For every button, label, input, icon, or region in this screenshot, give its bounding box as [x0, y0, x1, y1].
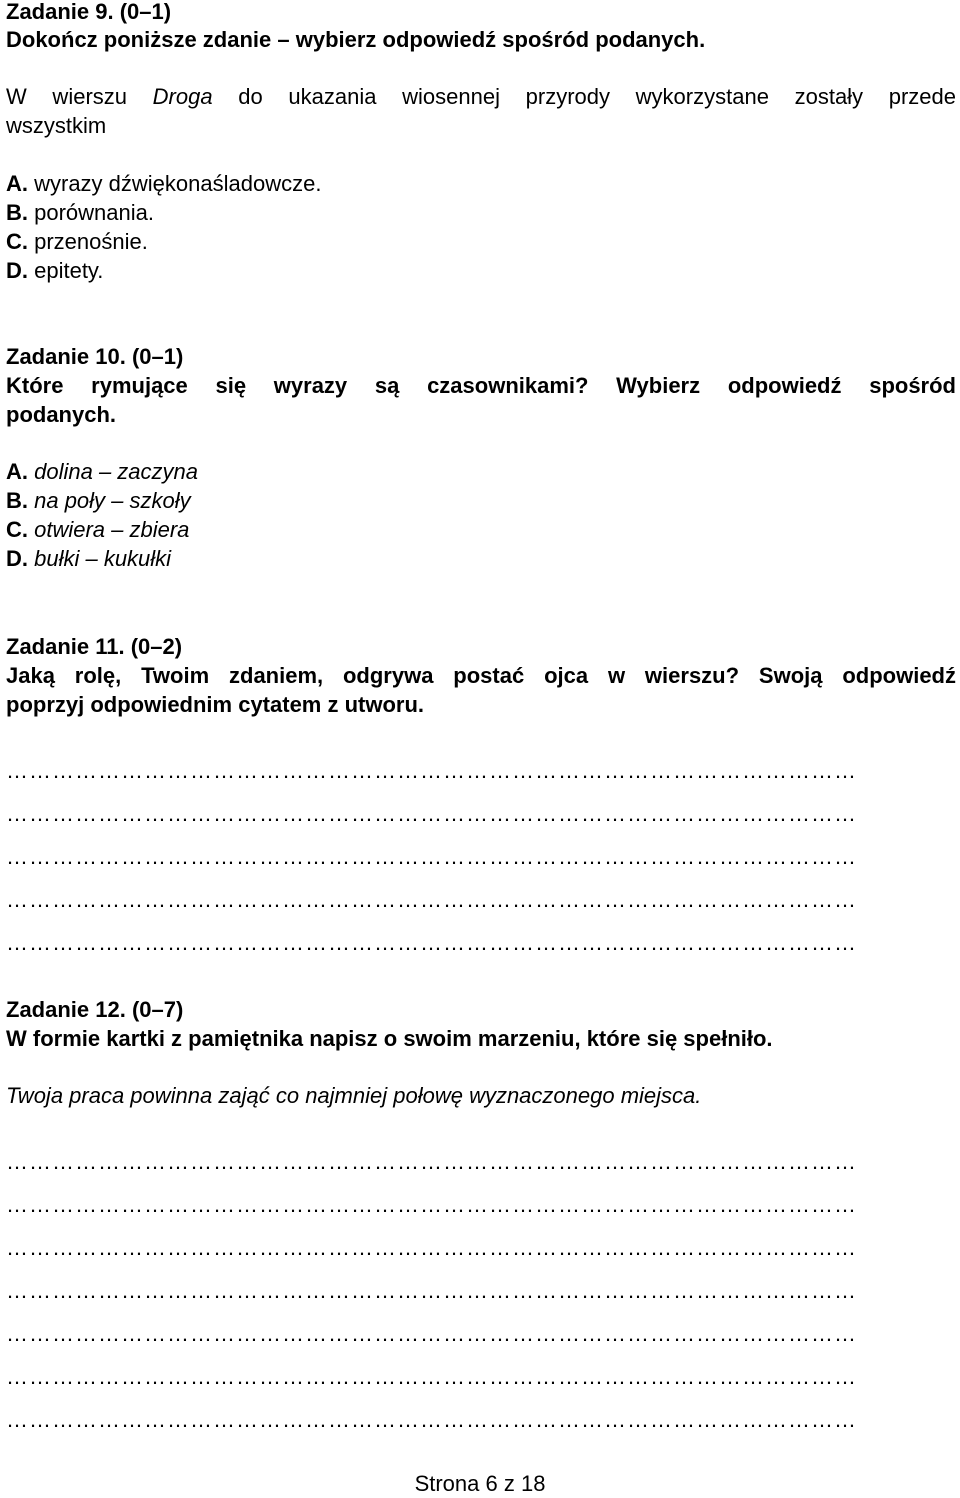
- answer-line[interactable]: …………………………………………………………………………………………………: [6, 1321, 857, 1346]
- task-12-title: Zadanie 12. (0–7): [6, 997, 184, 1022]
- task-9-option-d: D. epitety.: [6, 258, 104, 283]
- answer-line[interactable]: …………………………………………………………………………………………………: [6, 801, 857, 826]
- answer-line[interactable]: …………………………………………………………………………………………………: [6, 1364, 857, 1389]
- answer-line[interactable]: …………………………………………………………………………………………………: [6, 930, 857, 955]
- task-9-stem: W wierszu Droga do ukazania wiosennej przyrody wykorzystane zostały przede: [6, 84, 956, 109]
- task-11-question-line2: poprzyj odpowiednim cytatem z utworu.: [6, 692, 425, 717]
- task-9-option-c: C. przenośnie.: [6, 229, 148, 254]
- answer-line[interactable]: …………………………………………………………………………………………………: [6, 1235, 857, 1260]
- task-9-title: Zadanie 9. (0–1): [6, 0, 172, 24]
- task-10-option-b: B. na poły – szkoły: [6, 488, 191, 513]
- task-12-instruction: W formie kartki z pamiętnika napisz o swoim marzeniu, które się spełniło.: [6, 1026, 773, 1051]
- task-9-stem-line2: wszystkim: [6, 113, 107, 138]
- task-11-question: Jaką rolę, Twoim zdaniem, odgrywa postać ojca w wierszu? Swoją odpowiedź: [6, 663, 956, 688]
- answer-line[interactable]: …………………………………………………………………………………………………: [6, 1407, 857, 1432]
- answer-line[interactable]: …………………………………………………………………………………………………: [6, 1149, 857, 1174]
- task-10-option-a: A. dolina – zaczyna: [6, 459, 198, 484]
- page-number: Strona 6 z 18: [414, 1471, 546, 1496]
- answer-line[interactable]: …………………………………………………………………………………………………: [6, 844, 857, 869]
- task-9-option-b: B. porównania.: [6, 200, 154, 225]
- poem-title: Droga: [152, 84, 213, 109]
- task-9-option-a: A. wyrazy dźwiękonaśladowcze.: [6, 171, 322, 196]
- answer-line[interactable]: …………………………………………………………………………………………………: [6, 1192, 857, 1217]
- answer-line[interactable]: …………………………………………………………………………………………………: [6, 758, 857, 783]
- task-10-title: Zadanie 10. (0–1): [6, 344, 184, 369]
- task-10-question-line2: podanych.: [6, 402, 117, 427]
- answer-line[interactable]: …………………………………………………………………………………………………: [6, 887, 857, 912]
- task-12-note: Twoja praca powinna zająć co najmniej połowę wyznaczonego miejsca.: [6, 1083, 702, 1108]
- answer-line[interactable]: …………………………………………………………………………………………………: [6, 1278, 857, 1303]
- task-10-option-c: C. otwiera – zbiera: [6, 517, 190, 542]
- task-10-option-d: D. bułki – kukułki: [6, 546, 172, 571]
- task-10-question: Które rymujące się wyrazy są czasownikami? Wybierz odpowiedź spośród: [6, 373, 956, 398]
- task-11-title: Zadanie 11. (0–2): [6, 634, 183, 659]
- task-9-instruction: Dokończ poniższe zdanie – wybierz odpowiedź spośród podanych.: [6, 27, 706, 52]
